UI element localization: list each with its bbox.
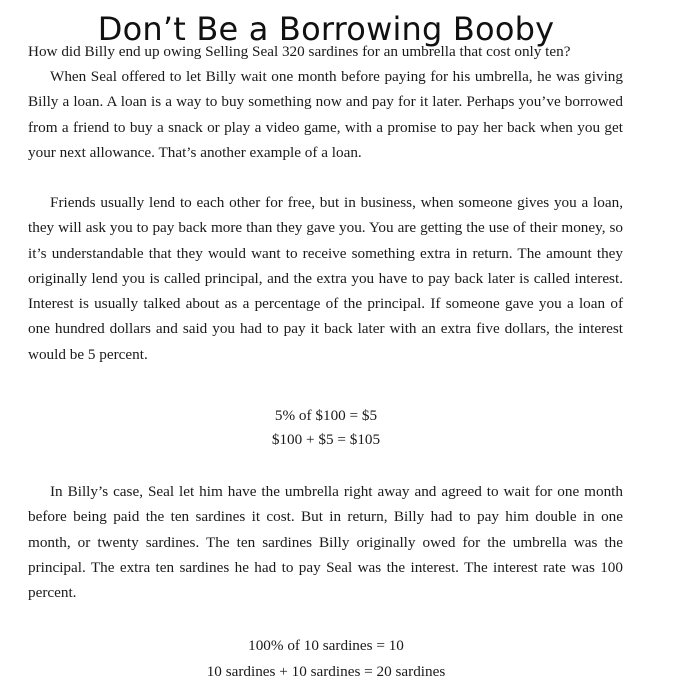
- page-title: Don’t Be a Borrowing Booby: [97, 10, 555, 48]
- paragraph-loan-definition: When Seal offered to let Billy wait one month before paying for his umbrella, he was giving Billy a loan. A loan is a way to buy something now and pay for it later. Perhaps you’ve borrowed from a friend to buy a snack or play a video game, with a promise to pay her back when you get your next allowance. That’s another example of a loan.: [28, 68, 623, 161]
- equation-total-sardines: 10 sardines + 10 sardines = 20 sardines: [206, 663, 446, 680]
- paragraph-intro-question: How did Billy end up owing Selling Seal 320 sardines for an umbrella that cost only ten?: [28, 43, 571, 60]
- paragraph-billy-case: In Billy’s case, Seal let him have the umbrella right away and agreed to wait for one month before being paid the ten sardines it cost. But in return, Billy had to pay him double in one month, or twenty sardines. The ten sardines Billy originally owed for the umbrella was the principal. The extra ten sardines he had to pay Seal was the interest. The interest rate was 100 percent.: [28, 483, 623, 602]
- equation-interest-sardines: 100% of 10 sardines = 10: [248, 637, 404, 654]
- equation-interest-percent: 5% of $100 = $5: [274, 407, 378, 424]
- paragraph-principal-interest: Friends usually lend to each other for free, but in business, when someone gives you a loan, they will ask you to pay back more than they gave you. You are getting the use of their money, so it’s understandable that they would want to receive something extra in return. The amount they originally lend you is called principal, and the extra you have to pay back later is called interest. Interest is usually talked about as a percentage of the principal. If someone gave you a loan of one hundred dollars and said you had to pay it back later with an extra five dollars, the interest would be 5 percent.: [28, 194, 623, 363]
- equation-total-dollars: $100 + $5 = $105: [271, 431, 381, 448]
